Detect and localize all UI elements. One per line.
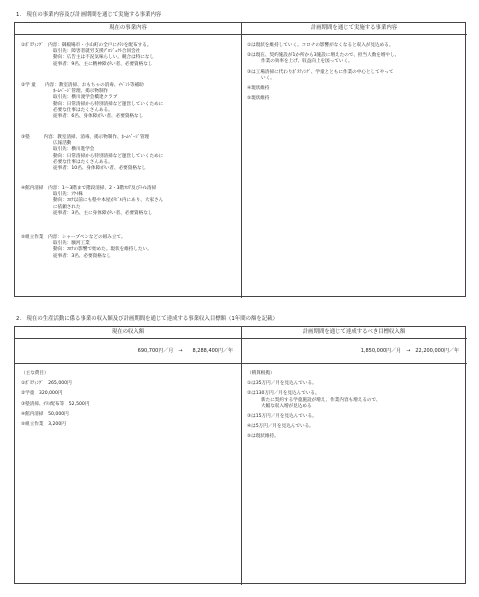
entry-cram-school: ③塾 内容：教室清掃、消毒、掲示物制作、ﾎｰﾑﾍﾟｰｼﾞ管理 広報活動 取引先：横川進学会 動向：日常清掃から特別清掃など運営していくために 必要な仕事はたくさんある。 従事者：10名、身体障がい者、必要資格なし (21, 135, 164, 171)
current-income-header: 現在の収入額 (15, 327, 241, 339)
entry-posting: ①ﾎﾟｽﾃｨﾝｸﾞ 内容：御殿場市・小山町の全戸にﾁﾗｼを配布する。 取引先：障害者就労支援ﾌﾟﾛｼﾞｪｸﾄ合同会社 動向：広告主は不況気味らしい。競合は特になし 従事者：9名、主に精神障がい者、必要資格なし (21, 43, 155, 67)
entry-building-cleaning: ④館内清掃 内容：1～3階まで階段清掃、2・3階ﾌﾛｱ及びﾄｲﾚ清掃 取引先：ﾌｸｲ株 動向：ｺﾛﾅ以前にも塾や本屋がﾋﾞﾙ内にあり、大家さん に依頼された 従事者：3名、主に身体障がい者、必要資格なし (21, 186, 164, 216)
section1-title: 1. 現在の事業内容及び計画期間を通じて実施する事業内容 (16, 12, 162, 18)
section2-title: 2. 現在の生産活動に係る事業の収入額及び計画期間を通じて達成する事業収入目標額（1年間の額を記載） (16, 316, 278, 322)
basis-heading: （積算根拠） (247, 371, 275, 376)
current-amount: 690,700円／月 → 8,288,400円／年 (137, 348, 233, 354)
target-breakdown: （積算根拠） ①は35万円／月を見込んでいる。 ②は130万円／月を見込んでいる。 新たに契約する学童施設が増え、作業内容も増えるので、 大幅な収入増が見込める ③は15万円／月を見込んでいる。 ④は5万円／月を見込んでいる。 ⑤は現状維持。 (247, 371, 381, 440)
entry-after-school: ②学 童 内容：教室清掃、おもちゃの消毒、ｲﾍﾞﾝﾄ等補助 ﾎｰﾑﾍﾟｰｼﾞ管理、掲示物制作 取引先：横川渡学会橋達クラブ 動向：日常清掃から特別清掃など運営していくために 必要な仕事はたくさんある。 従事者：6名、身体障がい者、必要資格なし (21, 83, 164, 119)
income-table (14, 326, 466, 584)
business-content-table (14, 22, 466, 297)
planned-business-header: 計画期間を通じて実施する事業内容 (241, 23, 467, 35)
target-income-header: 計画期間を通じて達成するべき目標収入額 (241, 327, 467, 339)
entry-assembly: ⑤組立作業 内容：シャープペンなどの組み立て。 取引先：駿河工業 動向：ｺﾛﾅの影響で始めた。現状を維持したい。 従事者：3名、必要資格なし (21, 235, 152, 259)
column-divider (241, 327, 242, 585)
amount-row-divider (15, 363, 467, 364)
current-breakdown: （主な費目） ①ﾎﾟｽﾃｨﾝｸﾞ 265,000円 ②学童 320,000円 ③塾清掃、ﾁﾗｼ配布等 52,500円 ④館内清掃 50,000円 ⑤組立作業 3,200円 (21, 371, 90, 427)
target-amount: 1,850,000円／月 → 22,200,000円／年 (360, 348, 459, 354)
column-divider (241, 23, 242, 298)
planned-content: ①は現状を維持していく。コロナの影響がなくなると収入が見込める。 ②は現在、契約施設が1か所から3施設に増えたので、担当人数を増やし、 作業の効率を上げ、収益向上を図っていく。 ③は工場清掃に代わりﾎﾟｽﾃｨﾝｸﾞ、学童とともに作業の中心としてやって いく。 ④現状維持 ⑤現状維持 (247, 43, 400, 102)
breakdown-heading: （主な費目） (21, 371, 49, 376)
current-business-header: 現在の事業内容 (15, 23, 241, 35)
